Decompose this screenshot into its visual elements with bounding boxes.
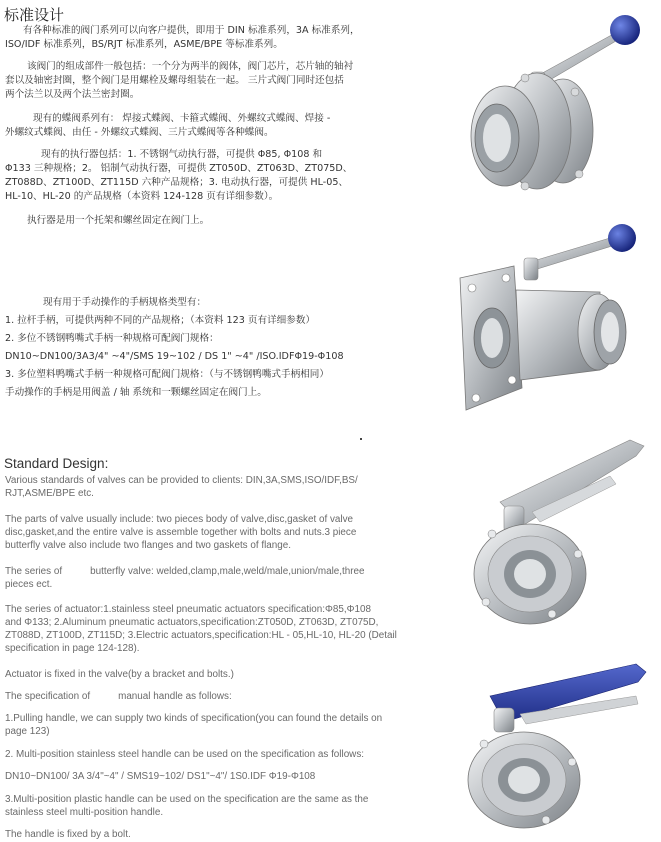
- cn-handle-line1: 现有用于手动操作的手柄规格类型有：: [43, 297, 207, 308]
- cn-paragraph-5: 执行器是用一个托架和螺丝固定在阀门上。: [27, 215, 210, 226]
- en-paragraph-1: [5, 474, 425, 500]
- en-p1-line2: RJT,ASME/BPE etc.: [5, 488, 94, 499]
- cn-p3-line2: 外螺纹式蝶阀、由任 - 外螺纹式蝶阀、三片式蝶阀等各种蝶阀。: [5, 127, 274, 138]
- en-p1-line1: Various standards of valves can be provided to clients: DIN,3A,SMS,ISO/IDF,BS/: [5, 475, 358, 486]
- cn-p2-line2: 套以及轴密封圈，整个阀门是用螺栓及螺母组装在一起。 三片式阀门同时还包括: [5, 75, 344, 86]
- en-paragraph-3: [5, 565, 425, 591]
- en-paragraph-6: [5, 690, 232, 703]
- clamp-valve-steel-handle-image: [460, 436, 658, 632]
- en-p2-line2: disc,gasket,and the entire valve is assemble together with bolts and nuts.3 piece: [5, 527, 357, 538]
- en-paragraph-5: Actuator is fixed in the valve(by a bracket and bolts.): [5, 669, 234, 680]
- blue-knob-icon: [608, 224, 636, 252]
- cn-handle-line2: 1. 拉杆手柄，可提供两种不同的产品规格；（本资料 123 页有详细参数）: [5, 315, 316, 326]
- en-p10-line2: stainless steel multi-position handle.: [5, 807, 164, 818]
- en-paragraph-10: [5, 793, 435, 819]
- cn-paragraph-3: [5, 112, 445, 140]
- en-p6-part-a: The specification of: [5, 691, 91, 702]
- cn-p1-line2: ISO/IDF 标准系列，BS/RJT 标准系列，ASME/BPE 等标准系列。: [5, 39, 283, 50]
- cn-handle-line3: 2. 多位不锈钢鸭嘴式手柄一种规格可配阀门规格：: [5, 333, 219, 344]
- en-paragraph-4: [5, 603, 435, 655]
- en-title: Standard Design:: [4, 456, 109, 471]
- en-p4-line1: The series of actuator:1.stainless steel pneumatic actuators specification:Φ85,Φ108: [5, 604, 371, 615]
- en-paragraph-7: [5, 712, 435, 738]
- en-p2-line1: The parts of valve usually include: two pieces body of valve,disc,gasket of valve: [5, 514, 354, 525]
- cn-handle-line6: 手动操作的手柄是用阀盖 / 轴 系统和一颗螺丝固定在阀门上。: [5, 387, 267, 398]
- cn-paragraph-2: [5, 60, 445, 102]
- cn-p3-line1: 现有的蝶阀系列有： 焊接式蝶阀、卡箍式蝶阀、外螺纹式蝶阀、焊接 -: [33, 113, 331, 124]
- cn-paragraph-1: [5, 24, 445, 52]
- cn-p4-line1: 现有的执行器包括：1. 不锈钢气动执行器，可提供 Φ85, Φ108 和: [41, 149, 323, 160]
- en-p2-line3: butterfly valve also include two flanges and two gaskets of flange.: [5, 540, 291, 551]
- en-p4-line3: ZT088D, ZT100D, ZT115D; 3.Electric actuators,specification:HL - 05,HL-10, HL-20 (Detail: [5, 630, 397, 641]
- cn-handle-line4: DN10~DN100/3A3/4" ~4"/SMS 19~102 / DS 1" ~4" /ISO.IDFΦ19-Φ108: [5, 351, 344, 362]
- en-p4-line4: specification in page 124-128).: [5, 643, 140, 654]
- en-p7-line2: page 123): [5, 726, 50, 737]
- stray-dot: [360, 438, 362, 440]
- three-piece-valve-image: [445, 6, 657, 206]
- cn-p1-line1: 有各种标准的阀门系列可以向客户提供，即用于 DIN 标准系列，3A 标准系列，: [23, 25, 360, 36]
- cn-p4-line3: ZT088D、ZT100D、ZT115D 六种产品规格；3. 电动执行器，可提供 HL-05、: [5, 177, 349, 188]
- en-p3-line2: pieces ect.: [5, 579, 53, 590]
- cn-p2-line3: 两个法兰以及两个法兰密封圈。: [5, 89, 140, 100]
- en-paragraph-11: The handle is fixed by a bolt.: [5, 829, 131, 840]
- en-paragraph-9: DN10~DN100/ 3A 3/4"~4" / SMS19~102/ DS1"~4"/ 1S0.IDF Φ19-Φ108: [5, 771, 316, 782]
- cn-paragraph-4: [5, 148, 445, 204]
- clamp-valve-plastic-handle-image: [460, 652, 658, 838]
- blue-knob-icon: [610, 15, 640, 45]
- en-paragraph-8: 2. Multi-position stainless steel handle can be used on the specification as follows:: [5, 749, 364, 760]
- cn-p2-line1: 该阀门的组成部件一般包括：一个分为两半的阀体，阀门芯片，芯片轴的轴衬: [27, 61, 354, 72]
- cn-handle-section: [5, 294, 455, 402]
- en-p3-part-a: The series of: [5, 566, 63, 577]
- en-p10-line1: 3.Multi-position plastic handle can be used on the specification are the same as the: [5, 794, 369, 805]
- cn-p4-line2: Φ133 三种规格；2。 铝制气动执行器，可提供 ZT050D、ZT063D、ZT075D、: [5, 163, 353, 174]
- en-p7-line1: 1.Pulling handle, we can supply two kinds of specification(you can found the details on: [5, 713, 383, 724]
- cn-p4-line4: HL-10、HL-20 的产品规格（本资料 124-128 页有详细参数）。: [5, 191, 279, 202]
- cn-title: 标准设计: [4, 6, 65, 24]
- en-p6-part-b: manual handle as follows:: [118, 691, 232, 702]
- en-paragraph-2: [5, 513, 425, 552]
- square-flange-valve-image: [450, 220, 656, 420]
- cn-handle-line5: 3. 多位塑料鸭嘴式手柄一种规格可配阀门规格：（与不锈钢鸭嘴式手柄相同）: [5, 369, 329, 380]
- en-p4-line2: and Φ133; 2.Aluminum pneumatic actuators,specification:ZT050D, ZT063D, ZT075D,: [5, 617, 379, 628]
- en-p3-line1: [5, 565, 425, 578]
- en-p3-part-b: butterfly valve: welded,clamp,male,weld/male,union/male,three: [90, 566, 365, 577]
